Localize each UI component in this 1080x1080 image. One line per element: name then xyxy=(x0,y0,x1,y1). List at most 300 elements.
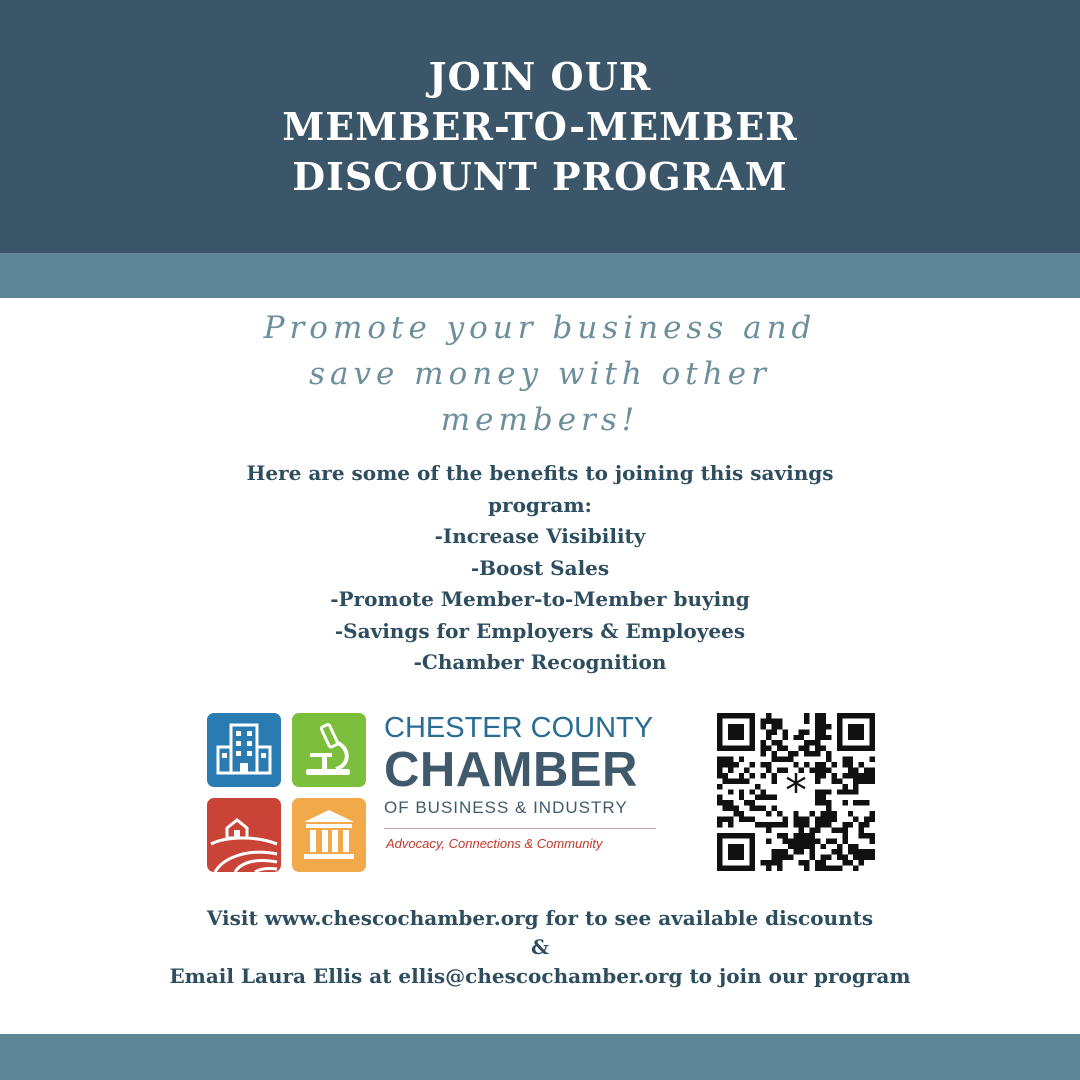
logo-line-business: OF BUSINESS & INDUSTRY xyxy=(384,798,628,817)
qr-module xyxy=(761,789,766,794)
qr-module xyxy=(810,767,815,772)
qr-module xyxy=(804,838,809,843)
qr-module xyxy=(761,724,766,729)
title-line: JOIN OUR xyxy=(428,54,652,99)
qr-module xyxy=(826,855,831,860)
qr-module xyxy=(848,757,853,762)
qr-module xyxy=(848,844,853,849)
qr-module xyxy=(717,817,722,822)
qr-module xyxy=(793,844,798,849)
qr-module xyxy=(815,724,820,729)
qr-module xyxy=(744,778,749,783)
tagline-line: Promote your business and xyxy=(263,310,817,346)
qr-module xyxy=(793,838,798,843)
qr-module xyxy=(799,746,804,751)
qr-module xyxy=(821,767,826,772)
qr-module xyxy=(744,767,749,772)
qr-module xyxy=(859,822,864,827)
qr-module xyxy=(831,773,836,778)
qr-module xyxy=(804,833,809,838)
qr-module xyxy=(821,762,826,767)
qr-module xyxy=(782,735,787,740)
qr-module xyxy=(826,806,831,811)
qr-module xyxy=(739,778,744,783)
page-title xyxy=(0,52,1080,202)
qr-module xyxy=(766,735,771,740)
qr-module xyxy=(766,713,771,718)
qr-module xyxy=(804,740,809,745)
qr-module xyxy=(831,849,836,854)
benefits-intro: Here are some of the benefits to joining this savings xyxy=(246,461,834,485)
qr-module xyxy=(848,789,853,794)
qr-module xyxy=(837,778,842,783)
qr-module xyxy=(728,844,744,860)
qr-module xyxy=(864,800,869,805)
qr-module xyxy=(853,784,858,789)
qr-module xyxy=(842,822,847,827)
title-line: MEMBER-TO-MEMBER xyxy=(282,104,798,149)
qr-module xyxy=(810,811,815,816)
qr-module xyxy=(788,855,793,860)
qr-module xyxy=(717,757,722,762)
qr-module xyxy=(782,855,787,860)
qr-module xyxy=(793,849,798,854)
qr-module xyxy=(761,773,766,778)
qr-module xyxy=(810,751,815,756)
qr-module xyxy=(810,849,815,854)
qr-module xyxy=(842,789,847,794)
qr-module xyxy=(722,762,727,767)
qr-module xyxy=(815,822,820,827)
qr-module xyxy=(859,855,864,860)
logo-line-county: CHESTER COUNTY xyxy=(384,712,654,744)
qr-module xyxy=(717,822,722,827)
qr-module xyxy=(717,795,722,800)
qr-module xyxy=(815,817,820,822)
accent-band xyxy=(0,253,1080,298)
qr-module xyxy=(853,849,858,854)
qr-module xyxy=(815,866,820,871)
qr-module xyxy=(750,762,755,767)
qr-module xyxy=(771,718,776,723)
qr-module xyxy=(837,866,842,871)
qr-module xyxy=(793,833,798,838)
qr-module xyxy=(831,811,836,816)
qr-module xyxy=(831,778,836,783)
qr-module xyxy=(864,817,869,822)
qr-module xyxy=(728,806,733,811)
microscope-icon xyxy=(292,713,366,787)
qr-module xyxy=(831,762,836,767)
qr-module xyxy=(728,762,733,767)
qr-module xyxy=(728,724,744,740)
qr-module xyxy=(744,817,749,822)
qr-module xyxy=(821,713,826,718)
qr-module xyxy=(793,751,798,756)
qr-module xyxy=(853,778,858,783)
qr-module xyxy=(842,860,847,865)
qr-module xyxy=(717,800,722,805)
qr-module xyxy=(739,789,744,794)
qr-module xyxy=(717,784,722,789)
footer-band xyxy=(0,1034,1080,1080)
qr-module xyxy=(804,817,809,822)
qr-module xyxy=(799,729,804,734)
qr-module xyxy=(804,822,809,827)
qr-module xyxy=(782,849,787,854)
qr-module xyxy=(722,806,727,811)
qr-module xyxy=(848,860,853,865)
qr-module xyxy=(799,844,804,849)
qr-module xyxy=(750,789,755,794)
farm-icon xyxy=(207,798,281,872)
qr-module xyxy=(842,838,847,843)
qr-module xyxy=(722,757,727,762)
qr-module xyxy=(810,855,815,860)
qr-module xyxy=(777,767,782,772)
logo-divider xyxy=(384,828,656,829)
qr-module xyxy=(777,822,782,827)
tagline-line: save money with other xyxy=(309,356,771,392)
qr-module xyxy=(733,806,738,811)
qr-module xyxy=(864,767,869,772)
qr-module xyxy=(782,729,787,734)
qr-module xyxy=(831,817,836,822)
qr-module xyxy=(864,778,869,783)
qr-module xyxy=(848,822,853,827)
qr-module xyxy=(859,778,864,783)
qr-module xyxy=(766,866,771,871)
qr-module xyxy=(870,833,875,838)
qr-module xyxy=(815,827,820,832)
qr-module xyxy=(799,833,804,838)
qr-module xyxy=(777,746,782,751)
qr-module xyxy=(782,833,787,838)
qr-module xyxy=(848,724,864,740)
qr-module xyxy=(766,811,771,816)
qr-module xyxy=(810,740,815,745)
qr-module xyxy=(870,767,875,772)
qr-module xyxy=(821,860,826,865)
qr-module xyxy=(771,740,776,745)
qr-module xyxy=(804,860,809,865)
qr-module xyxy=(842,855,847,860)
qr-module xyxy=(755,806,760,811)
qr-module xyxy=(722,817,727,822)
qr-module xyxy=(771,795,776,800)
benefit-item: -Promote Member-to-Member buying xyxy=(330,587,750,611)
qr-module xyxy=(761,762,766,767)
qr-module xyxy=(777,849,782,854)
qr-module xyxy=(722,773,727,778)
qr-module xyxy=(826,789,831,794)
qr-module xyxy=(777,833,782,838)
qr-module xyxy=(826,817,831,822)
benefit-item: -Chamber Recognition xyxy=(413,650,667,674)
qr-module xyxy=(842,773,847,778)
qr-module xyxy=(821,800,826,805)
qr-module xyxy=(793,817,798,822)
qr-module xyxy=(821,817,826,822)
title-line: DISCOUNT PROGRAM xyxy=(292,154,788,199)
qr-module xyxy=(848,773,853,778)
qr-module xyxy=(728,817,733,822)
qr-module xyxy=(853,773,858,778)
qr-module xyxy=(870,855,875,860)
contact-ampersand: & xyxy=(530,935,550,959)
qr-module xyxy=(815,789,820,794)
qr-module xyxy=(761,746,766,751)
qr-module xyxy=(722,800,727,805)
qr-module xyxy=(815,735,820,740)
qr-module xyxy=(864,849,869,854)
qr-module xyxy=(821,773,826,778)
qr-module xyxy=(728,789,733,794)
qr-module xyxy=(771,806,776,811)
qr-module xyxy=(771,849,776,854)
qr-module xyxy=(799,838,804,843)
qr-module xyxy=(771,860,776,865)
qr-module xyxy=(859,827,864,832)
qr-module xyxy=(864,822,869,827)
qr-module xyxy=(815,838,820,843)
qr-module xyxy=(733,811,738,816)
qr-module xyxy=(837,849,842,854)
qr-module xyxy=(799,827,804,832)
qr-module xyxy=(826,751,831,756)
qr-module xyxy=(766,767,771,772)
qr-module xyxy=(870,849,875,854)
qr-module xyxy=(821,718,826,723)
qr-module xyxy=(826,735,831,740)
qr-module xyxy=(755,784,760,789)
qr-module xyxy=(837,827,842,832)
qr-module xyxy=(777,811,782,816)
qr-module xyxy=(739,811,744,816)
tagline-line: members! xyxy=(440,402,640,438)
qr-module xyxy=(782,757,787,762)
qr-module xyxy=(799,735,804,740)
qr-module xyxy=(766,795,771,800)
qr-module xyxy=(771,724,776,729)
qr-module xyxy=(826,724,831,729)
qr-module xyxy=(788,757,793,762)
qr-module xyxy=(739,795,744,800)
benefits-intro: program: xyxy=(488,492,592,517)
qr-module xyxy=(750,817,755,822)
qr-module xyxy=(831,827,836,832)
qr-module xyxy=(842,784,847,789)
qr-module xyxy=(870,838,875,843)
qr-module xyxy=(777,855,782,860)
qr-module xyxy=(771,757,776,762)
qr-code-icon[interactable] xyxy=(717,713,875,871)
qr-module xyxy=(782,817,787,822)
qr-module xyxy=(804,729,809,734)
qr-module xyxy=(831,838,836,843)
qr-module xyxy=(739,773,744,778)
qr-module xyxy=(810,844,815,849)
qr-module xyxy=(815,729,820,734)
qr-module xyxy=(821,789,826,794)
qr-module xyxy=(771,751,776,756)
qr-module xyxy=(739,757,744,762)
qr-module xyxy=(728,767,733,772)
qr-module xyxy=(777,757,782,762)
qr-module xyxy=(761,718,766,723)
qr-module xyxy=(750,806,755,811)
qr-module xyxy=(815,740,820,745)
qr-module xyxy=(799,860,804,865)
qr-module xyxy=(766,729,771,734)
qr-module xyxy=(826,822,831,827)
qr-module xyxy=(821,844,826,849)
qr-module xyxy=(821,866,826,871)
qr-module xyxy=(733,762,738,767)
qr-module xyxy=(821,724,826,729)
qr-module xyxy=(766,762,771,767)
qr-module xyxy=(870,778,875,783)
qr-module xyxy=(848,849,853,854)
qr-module xyxy=(815,773,820,778)
qr-module xyxy=(848,762,853,767)
qr-module xyxy=(815,778,820,783)
qr-module xyxy=(761,795,766,800)
qr-module xyxy=(717,773,722,778)
qr-module xyxy=(755,822,760,827)
chamber-logo-text xyxy=(384,712,664,853)
qr-module xyxy=(870,811,875,816)
qr-module xyxy=(804,751,809,756)
qr-module xyxy=(837,844,842,849)
qr-module xyxy=(782,746,787,751)
qr-module xyxy=(761,806,766,811)
qr-module xyxy=(821,746,826,751)
qr-module xyxy=(821,811,826,816)
qr-module xyxy=(842,757,847,762)
qr-module xyxy=(821,822,826,827)
contact-website-line: Visit www.chescochamber.org for to see available discounts xyxy=(206,906,874,930)
qr-module xyxy=(799,849,804,854)
qr-module xyxy=(766,822,771,827)
qr-module xyxy=(771,778,776,783)
tagline xyxy=(240,305,840,443)
qr-module xyxy=(859,833,864,838)
qr-module xyxy=(728,757,733,762)
qr-module xyxy=(810,833,815,838)
qr-module xyxy=(815,718,820,723)
qr-module xyxy=(804,718,809,723)
qr-module xyxy=(837,855,842,860)
qr-module xyxy=(804,866,809,871)
qr-module xyxy=(859,773,864,778)
qr-module xyxy=(848,767,853,772)
qr-module xyxy=(826,800,831,805)
qr-module xyxy=(864,833,869,838)
qr-module xyxy=(853,855,858,860)
qr-module xyxy=(788,844,793,849)
qr-module xyxy=(804,746,809,751)
qr-module xyxy=(853,800,858,805)
qr-module xyxy=(842,827,847,832)
qr-module xyxy=(761,751,766,756)
qr-center-mark: * xyxy=(785,766,807,817)
qr-module xyxy=(777,718,782,723)
logo-line-chamber: CHAMBER xyxy=(384,743,638,797)
qr-module xyxy=(837,789,842,794)
qr-module xyxy=(782,838,787,843)
qr-module xyxy=(728,778,733,783)
qr-module xyxy=(815,800,820,805)
qr-module xyxy=(766,838,771,843)
qr-module xyxy=(870,757,875,762)
qr-module xyxy=(793,735,798,740)
qr-module xyxy=(722,778,727,783)
contact-info xyxy=(100,904,980,991)
qr-module xyxy=(826,866,831,871)
qr-module xyxy=(810,827,815,832)
qr-module xyxy=(870,817,875,822)
building-icon xyxy=(207,713,281,787)
qr-module xyxy=(815,762,820,767)
qr-module xyxy=(859,762,864,767)
qr-module xyxy=(766,746,771,751)
qr-module xyxy=(853,789,858,794)
qr-module xyxy=(788,838,793,843)
qr-module xyxy=(859,800,864,805)
qr-module xyxy=(821,735,826,740)
qr-module xyxy=(771,729,776,734)
qr-module xyxy=(815,751,820,756)
qr-module xyxy=(826,811,831,816)
qr-module xyxy=(815,746,820,751)
chamber-logo-mark xyxy=(207,713,367,873)
qr-module xyxy=(761,740,766,745)
qr-module xyxy=(766,718,771,723)
qr-module xyxy=(826,838,831,843)
qr-module xyxy=(750,773,755,778)
qr-module xyxy=(777,866,782,871)
qr-module xyxy=(728,800,733,805)
qr-module xyxy=(864,855,869,860)
qr-module xyxy=(826,757,831,762)
qr-module xyxy=(761,860,766,865)
qr-module xyxy=(761,822,766,827)
benefit-item: -Increase Visibility xyxy=(434,524,646,548)
qr-module xyxy=(717,767,722,772)
qr-module xyxy=(804,713,809,718)
benefit-item: -Boost Sales xyxy=(470,555,610,580)
qr-module xyxy=(788,751,793,756)
qr-module xyxy=(733,778,738,783)
qr-module xyxy=(777,740,782,745)
courthouse-icon xyxy=(292,798,366,872)
qr-module xyxy=(755,795,760,800)
qr-module xyxy=(853,844,858,849)
contact-email-line: Email Laura Ellis at ellis@chescochamber.org to join our program xyxy=(169,964,911,988)
benefits-list xyxy=(170,458,910,679)
qr-module xyxy=(744,800,749,805)
qr-module xyxy=(853,866,858,871)
qr-module xyxy=(771,773,776,778)
qr-module xyxy=(782,822,787,827)
qr-module xyxy=(826,767,831,772)
qr-module xyxy=(842,800,847,805)
qr-module xyxy=(842,833,847,838)
qr-module xyxy=(848,811,853,816)
qr-module xyxy=(739,817,744,822)
qr-module xyxy=(766,860,771,865)
